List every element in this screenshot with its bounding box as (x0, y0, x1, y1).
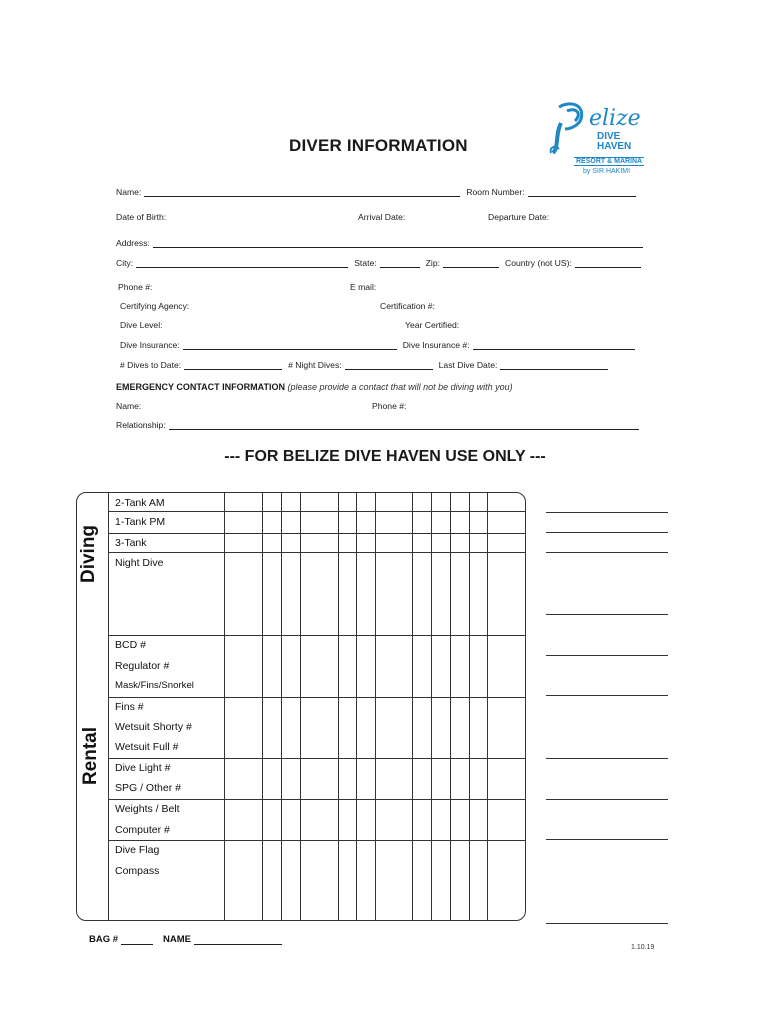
grid-column-line (108, 492, 109, 921)
emergency-phone-label: Phone #: (372, 401, 407, 411)
date-of-birth-label: Date of Birth: (116, 212, 167, 222)
diving-item-label: Night Dive (115, 557, 164, 569)
year-certified-label: Year Certified: (405, 320, 460, 330)
diving-item-label: 1-Tank PM (115, 516, 166, 528)
bag-field[interactable] (121, 935, 153, 945)
grid-column-line (412, 492, 413, 921)
emergency-name-label: Name: (116, 401, 142, 411)
footer-row (89, 934, 292, 945)
emergency-heading-text: EMERGENCY CONTACT INFORMATION (116, 382, 285, 392)
arrival-date-label: Arrival Date: (358, 212, 406, 222)
row-address (116, 238, 649, 248)
grid-column-line (487, 492, 488, 921)
grid-column-line (431, 492, 432, 921)
form-version: 1.10.19 (631, 944, 655, 951)
relationship-field[interactable] (169, 420, 639, 430)
certification-label: Certification #: (380, 301, 435, 311)
row-dive-counts (120, 360, 614, 370)
grid-column-line (450, 492, 451, 921)
page-title: DIVER INFORMATION (289, 136, 468, 155)
rental-item-label: Computer # (115, 824, 170, 836)
grid-column-line (375, 492, 376, 921)
grid-column-line (338, 492, 339, 921)
footer-name-label: NAME (163, 934, 192, 945)
departure-date-label: Departure Date: (488, 212, 550, 222)
grid-column-line (356, 492, 357, 921)
rental-item-label: Mask/Fins/Snorkel (115, 680, 194, 691)
rental-item-label: Wetsuit Full # (115, 741, 179, 753)
address-label: Address: (116, 238, 150, 248)
rental-item-label: BCD # (115, 639, 146, 651)
row-dive-insurance (120, 340, 641, 350)
emergency-note: (please provide a contact that will not be diving with you) (287, 382, 513, 392)
logo-by-text: by SIR HAKIMI (583, 168, 631, 175)
rental-item-label: Fins # (115, 701, 144, 713)
dive-insurance-num-field[interactable] (473, 340, 635, 350)
grid-row-line (108, 799, 526, 800)
email-label: E mail: (350, 282, 377, 292)
side-note-line[interactable] (546, 923, 668, 924)
logo-dive-haven (597, 132, 631, 152)
grid-row-line (108, 511, 526, 512)
dives-to-date-field[interactable] (184, 360, 282, 370)
bag-label: BAG # (89, 934, 119, 945)
rental-item-label: Compass (115, 865, 160, 877)
rental-item-label: SPG / Other # (115, 782, 181, 794)
logo-haven-text: HAVEN (597, 141, 632, 152)
last-dive-date-label: Last Dive Date: (438, 360, 498, 370)
side-note-line[interactable] (546, 532, 668, 533)
svg-text:elize: elize (589, 106, 641, 131)
rental-item-label: Dive Flag (115, 844, 160, 856)
rental-item-label: Dive Light # (115, 762, 171, 774)
grid-row-line (108, 533, 526, 534)
room-number-label: Room Number: (466, 187, 525, 197)
emergency-heading (116, 382, 513, 392)
side-note-line[interactable] (546, 695, 668, 696)
rental-section-label: Rental (80, 726, 101, 786)
diving-section-label: Diving (78, 524, 99, 584)
address-field[interactable] (153, 238, 643, 248)
country-field[interactable] (575, 258, 641, 268)
rental-item-label: Wetsuit Shorty # (115, 721, 192, 733)
grid-row-line (108, 758, 526, 759)
zip-field[interactable] (443, 258, 499, 268)
grid-column-line (300, 492, 301, 921)
logo-dive-text: DIVE (597, 131, 621, 142)
name-label: Name: (116, 187, 142, 197)
diving-item-label: 3-Tank (115, 537, 147, 549)
country-label: Country (not US): (504, 258, 572, 268)
night-dives-label: # Night Dives: (288, 360, 342, 370)
grid-column-line (262, 492, 263, 921)
dive-level-label: Dive Level: (120, 320, 163, 330)
name-field[interactable] (144, 187, 460, 197)
last-dive-date-field[interactable] (500, 360, 608, 370)
dive-insurance-label: Dive Insurance: (120, 340, 180, 350)
grid-row-line (108, 840, 526, 841)
office-use-heading: --- FOR BELIZE DIVE HAVEN USE ONLY --- (224, 448, 546, 465)
relationship-label: Relationship: (116, 420, 166, 430)
phone-label: Phone #: (118, 282, 153, 292)
side-note-line[interactable] (546, 758, 668, 759)
grid-column-line (281, 492, 282, 921)
footer-name-field[interactable] (194, 935, 282, 945)
grid-column-line (469, 492, 470, 921)
certifying-agency-label: Certifying Agency: (120, 301, 190, 311)
state-label: State: (354, 258, 377, 268)
side-note-line[interactable] (546, 799, 668, 800)
grid-row-line (108, 552, 526, 553)
row-relationship (116, 420, 645, 430)
row-city-state (116, 258, 647, 268)
grid-row-line (108, 635, 526, 636)
grid-row-line (108, 697, 526, 698)
side-note-line[interactable] (546, 512, 668, 513)
night-dives-field[interactable] (345, 360, 433, 370)
grid-column-line (224, 492, 225, 921)
zip-label: Zip: (425, 258, 440, 268)
side-note-line[interactable] (546, 655, 668, 656)
diving-item-label: 2-Tank AM (115, 497, 165, 509)
city-label: City: (116, 258, 134, 268)
row-name-room (116, 187, 642, 197)
belize-dive-haven-logo (545, 101, 669, 181)
side-note-line[interactable] (546, 552, 668, 553)
city-field[interactable] (136, 258, 348, 268)
side-note-line[interactable] (546, 614, 668, 615)
dive-insurance-field[interactable] (183, 340, 397, 350)
side-note-line[interactable] (546, 839, 668, 840)
logo-resort-text: RESORT & MARINA (576, 158, 643, 165)
rental-item-label: Weights / Belt (115, 803, 180, 815)
state-field[interactable] (380, 258, 420, 268)
dive-insurance-num-label: Dive Insurance #: (402, 340, 470, 350)
room-number-field[interactable] (528, 187, 636, 197)
rental-item-label: Regulator # (115, 660, 170, 672)
dives-to-date-label: # Dives to Date: (120, 360, 182, 370)
